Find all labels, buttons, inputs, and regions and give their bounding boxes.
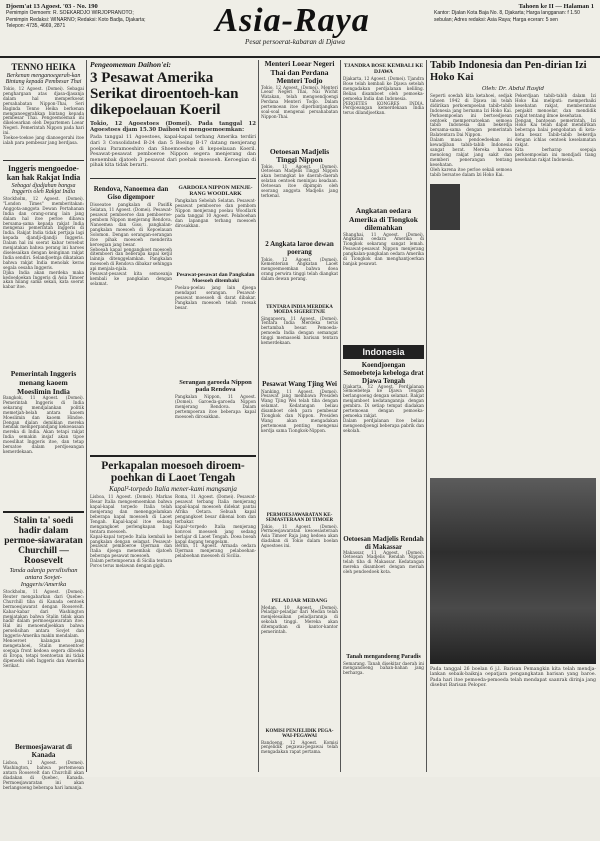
kicker-daihonei: Pengeomeman Daihon'ei: <box>90 60 172 69</box>
subheadline-stalin: Tanda adanja persilisihan antara Sovjet-Inggeris/Amerika <box>9 567 78 588</box>
headline-menteri-thai: Menteri Loear Negeri Thai dan Perdana Menteri Todjo <box>264 59 335 85</box>
article-body: Lisboa, 11 Agoest. (Domei). Markas Besar Italia mengoemoemkan bahwa kapal-kapal torpedo Italia telah menjerang dan menenggelamkan beberapa kapal moesoeh di Laoet Tengah. Kapal-kapal itoe sedang mengangkoet perlengkapan bagi tentara moesoeh. Kapal-kapal torpedo Italia kembali ke pangkalan dengan selamat. Pesawat-pesawat pemboeroe Djerman dan Italia djoega menembak djatoeh beberapa pesawat moesoeh. Dalam pertempoeran di Sicilia tentara Poros terus melawan dengan gigih. <box>90 494 172 569</box>
headline-moeslimin: Pemerintah Inggeris menang kaoem Moeslimin India <box>10 369 77 396</box>
masthead <box>0 0 600 58</box>
column-rule <box>426 60 427 772</box>
headline-pesawat-amerika: 3 Pesawat Amerika Serikat diroentoeh-kan dikepoelauan Koeril <box>90 70 239 118</box>
headline-kesemasteraan: PERMOESJAWARATAN KE-SEMASTERAAN DI TIMOER <box>265 512 334 523</box>
subscription-info: Kantor: Djalan Kota Baja No. 8, Djakarta; Harga langganan: f 1.50 sebulan; Adres redaksi: Asia Raya; Harga eceran: 5 sen <box>434 10 580 23</box>
article-body: Stockholm, 11 Agoest. (Domei). Reuter mengabarkan dari Quebec: Churchill tiba di Kanada oentoek bermoesjawarat dengan Roosevelt. Kabar-kabar dari Washington menjatakan bahwa Stalin tidak akan hadir dalam permoesjawaratan itoe. Hal ini menoendjoekkan bahwa perselisihan antara Sovjet dan Inggeris-Amerika makin mendalam. Menoeroet kalangan jang mengetahoei, Stalin menoentoet soepaja front kedoea segera diboeka di Eropa, tetapi toentoetan ini tidak dipenoehi oleh Inggeris dan Amerika Serikat. <box>3 589 84 668</box>
column-5 <box>430 60 596 772</box>
article-body: Pangkalan Nippon, 11 Agoest. (Domei). Garoeda-garoeda Nippon menjerang Rendova. Dalam pertempoeran itoe beberapa kapal moesoeh dirosakkan. <box>175 394 256 420</box>
headline-tentara-india: TENTARA INDIA MERDEKA MOEDA SIGERETNJE <box>266 304 333 315</box>
column-2 <box>90 60 256 772</box>
headline-paradis: Tanah mengandoeng Paradis <box>346 653 421 660</box>
lead-paragraph: Tokio, 12 Agoestoes (Domei). Pada tanggal 12 Agoestoes djam 15.30 Daihon'ei mengoemoemkan: <box>90 121 256 134</box>
article-body: Poelau-poelau jang lain djoega mendapat serangan. Pesawat-pesawat moesoeh di darat dibakar. Pangkalan moesoeh telah roesak besar. <box>175 285 256 311</box>
column-3 <box>261 60 338 772</box>
portrait-photo <box>430 184 460 230</box>
subheadline-rendova: Rendova, Nanoemea dan Giso digempoer <box>93 185 169 202</box>
photo-caption: Pada tanggal 26 boelan 6 j.l. Barisan Pemangkin kita telah mendja-lankan sebaik-baiknja oepatjara pengangkatan barisan yang baroe. Pada hari itoe pemoeda-pemoeda telah mendapat saanrak dirinja jang disebut Barisan Pelopor. <box>430 667 596 689</box>
article-body: Pada tanggal 11 Agoestoes, kapal-kapal terbang Amerika terdiri dari 3 Consolidated B-24 dan 5 Boeing B-17 datang menjerang poelau Paramoeshiro dan Shoemoeshoe di kepoelauan Koeril. Pesawat-pesawat pemboeroe Nippon segera menjerang dan menembak djatoeh 3 pesawat dari poehak moesoeh. Keroegian di pihak kita tidak berarti. <box>90 135 256 169</box>
article-body: Lisboa, 12 Agoest. (Domei). Washington, bahwa pertemoean antara Roosevelt dan Churchill akan diadakan di Quebec, Kanada. Permoesjawaratan ini akan berlangsoeng beberapa hari lamanja. <box>3 760 84 790</box>
subheadline-inggeris-india: Sebagai djadjahan bangsa Inggeris oleh Rakjat India <box>11 183 76 195</box>
masthead-left-info <box>6 4 156 29</box>
headline-perkapalan: Perkapalan moesoeh diroem-poehkan di Laoet Tengah <box>101 460 245 485</box>
article-body: Tokio, 11 Agoest. (Domei). Permoesjawaratan kesoesasteraan Asia Timoer Raja jang kedoea akan diadakan di Tokio dalam boelan Agoestoes ini. <box>261 523 338 549</box>
newspaper-title: Asia-Raya <box>215 2 370 39</box>
subheadline-torpedo: Kapal²-torpedo Italia mener-kami mangsanja <box>109 485 237 494</box>
article-body: Semarang. Tanah disekitar daerah ini mengandoeng bahan-bahan jang berharga. <box>343 660 424 676</box>
news-photo-barisan <box>430 478 596 664</box>
section-banner-indonesia: Indonesia <box>343 345 424 359</box>
newspaper-subtitle: Pesat persoerat-kabaran di Djawa <box>244 38 346 46</box>
article-body: Tokio, 12 Agoest. (Domei). Sebagai penghargaan atas djasa-djasanja dalam hal memperkoeat persahabatan Nippon-Thai, Seri Baginda Tenno Heika berkenan menganoegerahkan bintang kepada pembesar Thai. Pengoemoeman ini dikeloearkan oleh Departemen Loear Negeri. Pemerintah Nippon pada hari ini. Toekoe-toekoe jang dianoegerahi itoe ialah para pembesar jang berdjasa. <box>3 86 84 145</box>
article-body: Tokio, 12 Agoest. (Domei). Kementerian Angkatan Laoet mengoemoemkan bahwa doea orang perwira tinggi telah diangkat dalam dewan perang. <box>261 256 338 282</box>
column-rule <box>340 60 341 772</box>
headline-tenno-heika: TENNO HEIKA <box>11 62 76 72</box>
article-body: Djakarta, 12 Agoest. (Domei). Tjandra Bose telah kembali ke Djawa setelah mengadakan perdjalanan keliling. Beliau disamboet oleh pemoeka-pemoeka India dan Indonesia. PEROETES KONGRES INDIA. Perdjoeangan kemerdekaan India terus dilandjoetkan. <box>343 76 424 116</box>
article-body: Shanghai, 11 Agoest. (Domei). Angkatan oedara Amerika di Tiongkok sekarang sangat lemah. Pesawat-pesawat Nippon menjerang pangkalan-pangkalan oedara Amerika di Tiongkok dan menghantjoerkan banjak pesawat. <box>343 231 424 266</box>
headline-tabib-indonesia: Tabib Indonesia dan Pen-dirian Izi Hoko Kai <box>430 60 587 83</box>
issue-number: Tahoen ke II — Halaman 1 <box>518 3 594 10</box>
article-body: Tokio, 11 Agoest. (Domei). Oetoesan Madjelis Tinggi Nippon akan berangkat ke daerah-daerah selatan oentoek meninjau keadaan. Oetoesan itoe dipimpin oleh seorang anggota Madjelis jang terkenal. <box>261 163 338 198</box>
article-body: Bandoeng, 12 Agoest. Komisi penjelidik pegawai-pegawai telah mengadakan rapat pertama. <box>261 739 338 755</box>
article-body: Medan, 10 Agoest. (Domei). Peladjar-peladjar dari Medan telah menjelesaikan peladjarannja di sekolah tinggi. Mereka akan ditempatkan di kantor-kantor pemerintah. <box>261 604 338 635</box>
headline-peladjar-medang: PELADJAR MEDANG <box>271 597 328 604</box>
headline-angkatan-oedara: Angkatan oedara Amerika di Tiongkok dilemahkan <box>349 206 418 232</box>
article-body: Nanking, 11 Agoest. (Domei). Pesawat jang membawa Presiden Wang Tjing Wei telah tiba dengan selamat. Kedatangan beliau disamboet oleh para pembesar Tiongkok dan Nippon. Presiden Wang akan mengadakan pertemoean penting mengenai kerdja sama Tiongkok-Nippon. <box>261 388 338 433</box>
headline-madjelis-rendah: Oetoesan Madjelis Rendah di Makassar <box>343 534 424 551</box>
headline-madjelis-tinggi: Oetoesan Madjelis Tinggi Nippon <box>269 146 330 164</box>
article-body: Makassar, 11 Agoest. (Domei). Oetoesan Madjelis Rendah Nippon telah tiba di Makassar. Kedatangan mereka disamboet dengan meriah oleh pendoedoek kota. <box>343 549 424 575</box>
article-body: Bangkok, 11 Agoest. (Domei). Pemerintah Inggeris di India sekarang mendjalankan politik memetjah-belah antara kaoem Moeslimin dan kaoem Hindoe. Dengan djalan demikian mereka hendak memperpandjang kekoeasaan mereka di India. Akan tetapi rakjat India semakin insjaf akan tipoe moeslihat Inggeris itoe, dan tetap bersatoe dalam perdjoeangan kemerdekaan. <box>3 395 84 454</box>
article-body: Djakarta, 12 Agoest. Perdjalanan Semoebeteja ke Djawa Tengah berlangsoeng dengan selamat. Rakjat menjamboet kedatangannja dengan gembira. Di setiap tempat diadakan pertemoean dengan pemoeka-pemoeka rakjat. Dalam perdjalanan itoe beliau mengoendjoengi beberapa pabrik dan sekolah. <box>343 383 424 433</box>
headline-komisi-penjelidik: KOMISI PENJELIDIK PEGA-WAI-PEGAWAI <box>265 728 334 739</box>
headline-wang-tjing-wei: Pesawat Wang Tjing Wei <box>262 379 337 388</box>
headline-koendjoengan: Koendjoengan Semoebeteja kebeloga drat Djawa Tengah <box>343 360 424 385</box>
subheadline-pangkalan: Pesawat-pesawat dan Pangkalan Moesoeh ditembaki <box>176 272 255 285</box>
issue-date: Djoem'at 13 Agoest. '03 - No. 190 <box>6 3 98 10</box>
article-body: Tokio, 12 Agoest. (Domei). Menteri Loear Negeri Thai, Nai Wichit Watakan, telah mengoendjoengi Perdana Menteri Todjo. Dalam pertemoean itoe diperbintjangkan soal-soal mengenai persahabatan Nippon-Thai. <box>261 84 338 119</box>
masthead-right-info <box>434 4 594 23</box>
column-rule <box>258 60 259 772</box>
column-rule <box>86 60 87 772</box>
column-1 <box>3 60 84 790</box>
byline: Oleh: Dr. Abdul Rasjid <box>481 86 544 92</box>
article-body: Roma, 11 Agoest. (Domei). Pesawat-pesawat terbang Italia menjerang kapal-kapal moesoeh didekat pantai Afrika Oetara. Sebuah kapal pengangkoet besar dikenai bom dan terbakar. Kapal²-torpedo Italia menjerang konvooi moesoeh jang sedang berlajar di Laoet Tengah. Doea boeah kapal dagang tenggelam. Berlin, 11 Agoest. Armada oedara Djerman menjerang pelaboehan-pelaboehan moesoeh di Sicilia. <box>175 494 256 559</box>
headline-angkata-laroe: 2 Angkata laroe dewan poerang <box>265 239 334 256</box>
article-body: Disoeatoe pangkalan di Pasifik Selatan, 11 Agoest. (Domei). Pesawat-pesawat pemboeroe dan pemboeroe-pembom Nippon menjerang Rendova, Nanoemea dan Giso, pangkalan-pangkalan moesoeh di Kepoelauan Solomon. Dengan serangan-serangan itoe pihak moesoeh menderita keroegian jang besar. Seboeah kapal pengangkoet moesoeh ditemboeri dan beberapa kapal ketjil lainnja ditenggelamkan. Pangkalan moesoeh di Rendova dibakar sehingga api menjala-njala. Pesawat-pesawat kita semoeanja kembali ke pangkalan dengan selamat. <box>90 202 173 286</box>
article-body: Stockholm, 12 Agoest. (Domei). "London Times" memberitakan: Anggota-anggota Dewan Pertahanan India dan orang-orang lain jang dalam hal itoe perloe dibawa bersama-sama kepada rakjat India mengenai pemerintah Inggeris di India. Rakjat India tidak pertjaja lagi kepada djandji-djandji Inggeris. Dalam hal ini soerat kabar tersebut menjatakan bahwa perang ini haroes diselesaikan dengan keinginan rakjat India sendiri. Selandjoetnja dikatakan bahwa rakjat India menolak keras segala oesaha Inggeris. Djika India akan merdeka maka kedoedoekan Inggeris di Asia Timoer akan hilang sama sekali, kata soerat kabar itoe. <box>3 196 84 290</box>
subheadline-tenno-heika: Berkenan menganoegerah-kan Bintang kepada Pembesar Thai <box>5 73 82 85</box>
article-body: Singapoera, 11 Agoest. (Domei). Tentara India Merdeka terus bertambah besar. Pemoeda-pemoeda India dengan semangat tinggi memasoeki barisan tentara kemerdekaan. <box>261 315 338 346</box>
headline-tjandra-bose: TJANDRA BOSE KEMBALI KE DJAWA <box>343 63 424 75</box>
headline-kanada: Bermoesjawarat di Kanada <box>15 743 72 759</box>
article-body: Pekerdjaan tabib-tabib dalam Izi Hoko Kai meliputi: memperbaiki kesehatan rakjat, memberantas penjakit menoelar, dan mendidik rakjat tentang ilmoe kesehatan. Dengan bantoean pemerintah, Izi Hoko Kai telah dapat mendirikan beberapa balai pengobatan di kota-kota besar. Tabib-tabib bekerdja dengan ichlas oentoek keselamatan rakjat. Kita berharap soepaja perkoempoelan ini mendjadi tiang kesehatan rakjat Indonesia. <box>515 93 596 162</box>
headline-stalin: Stalin ta' soedi hadir dalam permoe-siawaratan Churchill — Roosevelt <box>4 516 83 566</box>
column-4 <box>343 60 424 772</box>
article-body: Pangkalan Sebelah Selatan. Pesawat-pesawat pemboeroe dan pembom Nippon menjerang poelau Woodlark pada tanggal 10 Agoest. Pelaboehan dan lapangan terbang moesoeh dirosakkan. <box>175 198 256 228</box>
subheadline-serangan-rendova: Serangan garoeda Nippon pada Rendova <box>179 379 252 394</box>
editor-info: Pemimpin Oemoem: R. SOEKARDJO WIRJOPRANOTO; Pemimpin Redaksi: WINARNO; Redaksi: Koto Badja, Djakarta; Telepon: 4735, 4669, 2871 <box>6 10 146 29</box>
subheadline-woodlark: GARDOEA NIPPON MENJE-RANG WOODLARK <box>178 185 253 198</box>
article-body: Seperti soedah kita ketahoei, sedjak tahoen 1942 di Djawa ini telah didirikan perkoempoelan tabib-tabib Indonesia jang bernama Izi Hoko Kai. Perkoempoelan ini bertoedjoean oentoek mempersatoekan semoea tabib Indonesia dan bekerdja bersama-sama dengan pemerintah Balatentara Dai Nippon. Dalam masa pendoedoekan ini kewadjiban tabib-tabib Indonesia sangat berat. Mereka haroes menolong rakjat jang sakit dan memberi penerangan tentang kesehatan. Oleh karena itoe perloe sekali semoea tabib bersatoe dalam Izi Hoko Kai. <box>430 93 512 177</box>
headline-inggeris-india: Inggeris mengoedoe-kan hak Rakjat India <box>6 164 81 182</box>
